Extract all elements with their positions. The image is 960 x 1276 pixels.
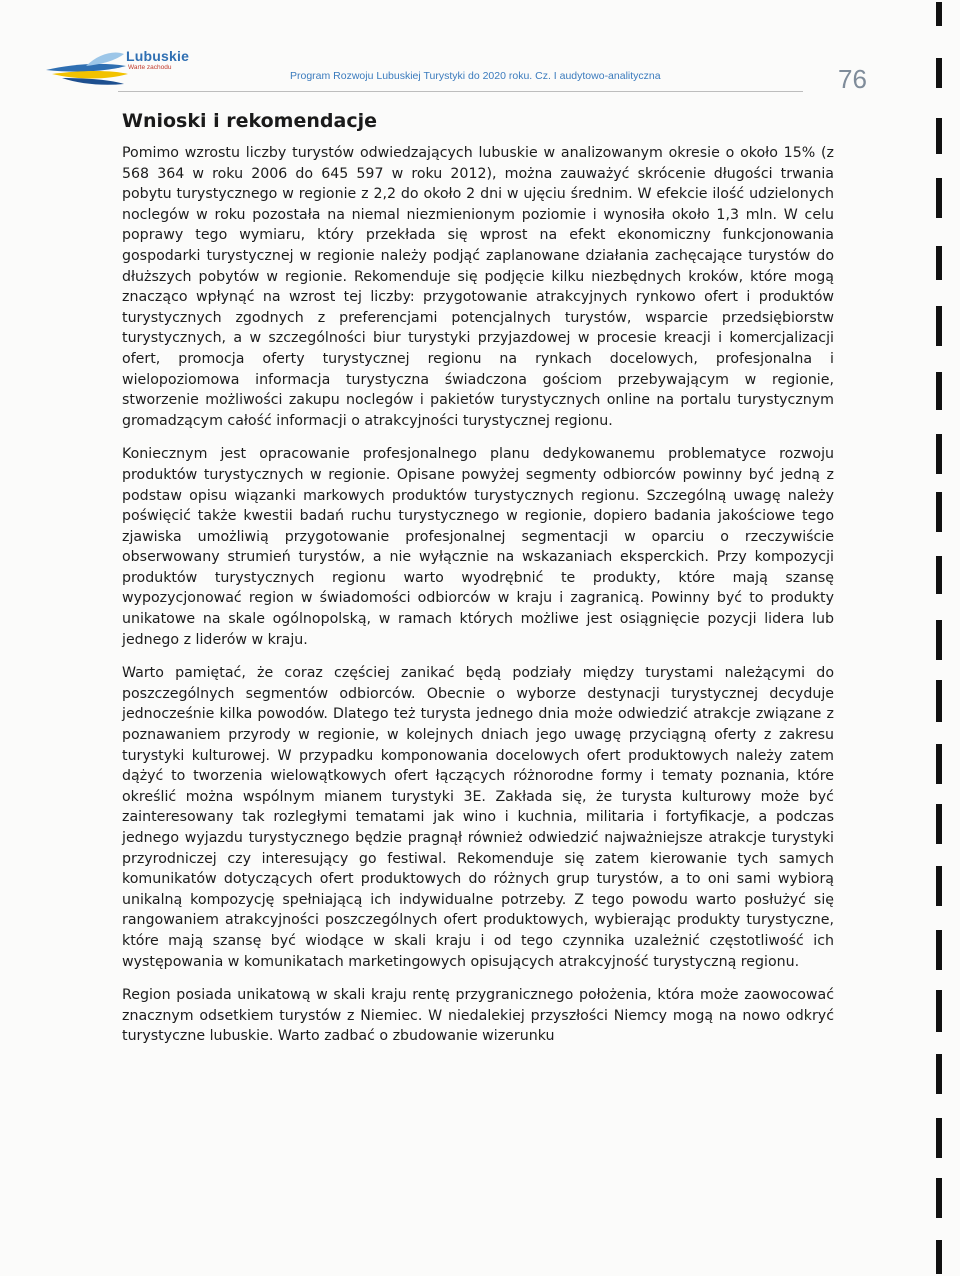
paragraph: Koniecznym jest opracowanie profesjonalnego planu dedykowanemu problematyce rozwoju produktów turystycznych w regionie. Opisane powyżej segmenty odbiorców powinny być jedną z podstaw opisu wiązanki markowych produktów turystycznych regionu. Szczególną uwagę należy poświęcić także kwestii badań ruchu turystycznego w regionie, dopiero badania jakościowe tego zjawiska umożliwią przygotowanie profesjonalnej segmentacji w oparciu o rzeczywiście obserwowany strumień turystów, a nie wyłącznie na wskazaniach eksperckich. Przy kompozycji produktów turystycznych regionu warto wyodrębnić te produkty, które mają szansę wypozycjonować region w świadomości odbiorców w kraju i zagranicą. Powinny być to produkty unikatowe na skale ogólnopolską, w ramach których możliwe jest osiągnięcie pozycji lidera lub jednego z liderów w kraju.: [122, 446, 834, 648]
logo-tagline: Warte zachodu: [128, 64, 172, 71]
section-heading: Wnioski i rekomendacje: [122, 110, 377, 132]
logo-name: Lubuskie: [126, 48, 190, 64]
paragraph: Warto pamiętać, że coraz częściej zanikać będą podziały między turystami należącymi do poszczególnych segmentów odbiorców. Obecnie o wyborze destynacji turystycznej decyduje jednocześnie kilka powodów. Dlatego też turysta jednego dnia może odwiedzić atrakcje związane z poznawaniem przyrody w regionie, w kolejnych dniach jego uwagę przyciągną oferty z zakresu turystyki kulturowej. W przypadku komponowania docelowych ofert produktowych należy zatem dążyć to tworzenia wielowątkowych ofert łączących różnorodne formy i tematy poznania, które określić można wspólnym mianem turystyki 3E. Zakłada się, że turysta kulturowy może być zainteresowany tak rozległymi tematami jak wino i kuchnia, militaria i fortyfikacje, a podczas jednego wyjazdu turystycznego będzie pragnął również odwiedzić najważniejsze atrakcje turystyki przyrodniczej czy interesujący go festiwal. Rekomenduje się zatem kierowanie tych samych komunikatów dotyczących ofert produktowych do różnych grup turystów, a to oni sami wybiorą unikalną kompozycję spełniającą ich indywidualne potrzeby. Z tego powodu warto posłużyć się rangowaniem atrakcyjności poszczególnych ofert produktowych, wybierając produkty turystyczne, które mają szansę być wiodące w skali kraju i od tego czynnika uzależnić częstotliwość ich występowania w komunikatach marketingowych opisujących atrakcyjność turystyczną regionu.: [122, 665, 834, 970]
paragraph: Region posiada unikatową w skali kraju rentę przygranicznego położenia, która może zaowocować znacznym odsetkiem turystów z Niemiec. W niedalekiej przyszłości Niemcy mogą na nowo odkryć turystyczne lubuskie. Warto zadbać o zbudowanie wizerunku: [122, 987, 834, 1045]
section-body: [122, 143, 834, 1060]
paragraph: Pomimo wzrostu liczby turystów odwiedzających lubuskie w analizowanym okresie o około 15% (z 568 364 w roku 2006 do 645 597 w roku 2012), można zauważyć skrócenie długości trwania pobytu turystycznego w regionie z 2,2 do około 2 dni w ujęciu średnim. W efekcie ilość udzielonych noclegów w roku pozostała na niemal niezmienionym poziomie i wynosiła około 1,3 mln. W celu poprawy tego wymiaru, który przekłada się wprost na efekt ekonomiczny funkcjonowania gospodarki turystycznej w regionie należy podjąć zaplanowane działania zachęcające turystów do dłuższych pobytów w regionie. Rekomenduje się podjęcie kilku niezbędnych kroków, które mogą znacząco wpłynąć na wzrost tej liczby: przygotowanie atrakcyjnych rynkowo ofert i produktów turystycznych zgodnych z preferencjami potencjalnych turystów, wsparcie przedsiębiorstw turystycznych, a w szczególności biur turystyki przyjazdowej w procesie kreacji i komercjalizacji ofert, promocja oferty turystycznej regionu na rynkach docelowych, profesjonalna i wielopoziomowa informacja turystyczna świadczona gościom przebywającym w regionie, stworzenie możliwości zakupu noclegów i pakietów turystycznych online na portalu turystycznym gromadzącym całość informacji o atrakcyjności turystycznej regionu.: [122, 145, 834, 429]
document-title: Program Rozwoju Lubuskiej Turystyki do 2020 roku. Cz. I audytowo-analityczna: [290, 70, 661, 82]
header-divider: [118, 91, 803, 92]
page-number: 76: [838, 64, 867, 94]
binder-marks: [934, 0, 944, 1276]
